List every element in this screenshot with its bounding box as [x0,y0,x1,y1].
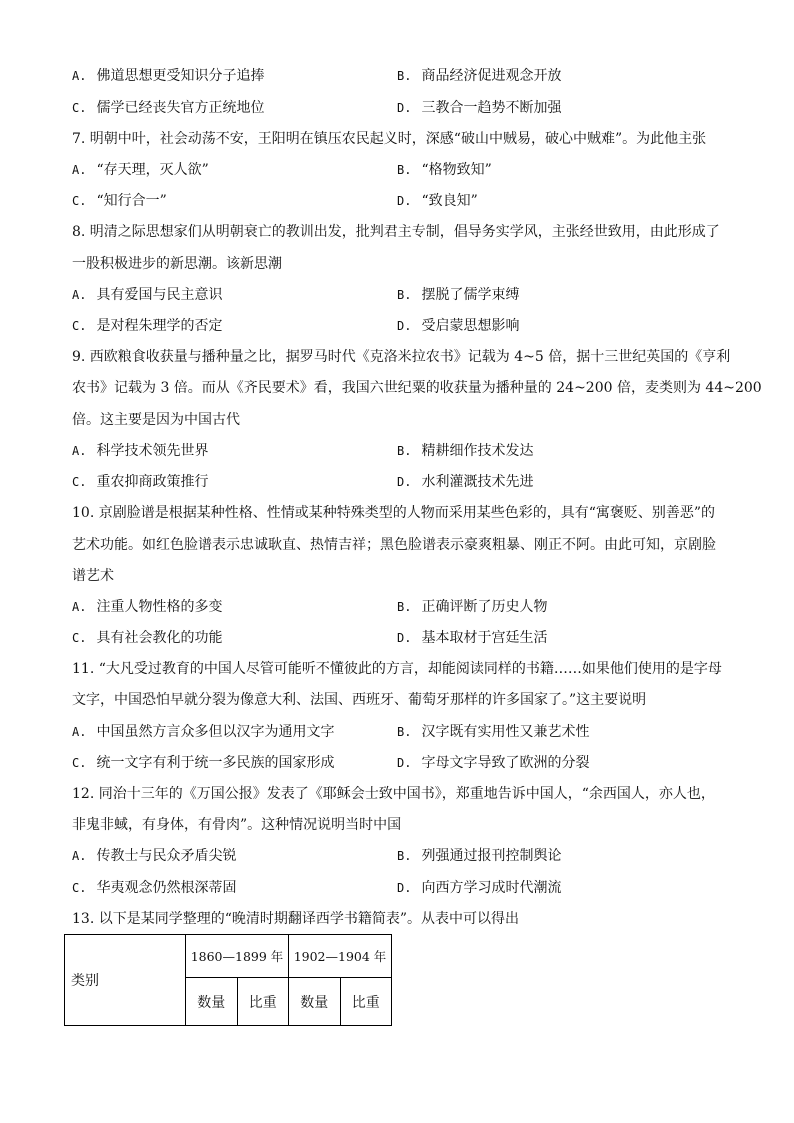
q7-option-a: A. “存天理，灭人欲” [72,162,209,178]
table-header-period-2: 1902—1904 年 [289,935,392,978]
q10-option-a: A. 注重人物性格的多变 [72,599,223,615]
q7-stem-line: 7. 明朝中叶，社会动荡不安，王阳明在镇压农民起义时，深感“破山中贼易，破心中贼难”。为此他主张 [72,131,707,147]
q13-stem-line: 13. 以下是某同学整理的“晚清时期翻译西学书籍简表”。从表中可以得出 [72,911,520,927]
table-header-period-1: 1860—1899 年 [186,935,289,978]
q7-option-b: B. “格物致知” [397,162,492,178]
q9-stem-line: 农书》记载为 3 倍。而从《齐民要术》看，我国六世纪粟的收获量为播种量的 24~200 倍，麦类则为 44~200 [72,380,762,396]
q10-option-d: D. 基本取材于宫廷生活 [397,630,548,646]
table-subheader-quantity: 数量 [289,978,341,1026]
q12-option-c: C. 华夷观念仍然根深蒂固 [72,880,237,896]
q9-option-d: D. 水利灌溉技术先进 [397,474,534,490]
q8-option-b: B. 摆脱了儒学束缚 [397,287,520,303]
q9-option-a: A. 科学技术领先世界 [72,443,209,459]
q8-stem-line: 一股积极进步的新思潮。该新思潮 [72,256,282,272]
q11-stem-line: 文字，中国恐怕早就分裂为像意大利、法国、西班牙、葡萄牙那样的许多国家了。”这主要说明 [72,692,647,708]
q8-option-a: A. 具有爱国与民主意识 [72,287,223,303]
q9-option-b: B. 精耕细作技术发达 [397,443,534,459]
q12-stem-line: 12. 同治十三年的《万国公报》发表了《耶稣会士致中国书》，郑重地告诉中国人，“余西国人，亦人也， [72,786,715,802]
q7-option-d: D. “致良知” [397,193,478,209]
q6-option-d: D. 三教合一趋势不断加强 [397,100,562,116]
q12-option-d: D. 向西方学习成时代潮流 [397,880,562,896]
table-subheader-proportion: 比重 [237,978,289,1026]
table-subheader-proportion: 比重 [340,978,392,1026]
q6-option-b: B. 商品经济促进观念开放 [397,68,562,84]
q12-option-b: B. 列强通过报刊控制舆论 [397,848,562,864]
table-header-category: 类别 [65,935,186,1026]
q9-stem-line: 倍。这主要是因为中国古代 [72,412,240,428]
q11-option-d: D. 字母文字导致了欧洲的分裂 [397,755,590,771]
q11-option-b: B. 汉字既有实用性又兼艺术性 [397,724,590,740]
q8-option-c: C. 是对程朱理学的否定 [72,318,223,334]
q8-option-d: D. 受启蒙思想影响 [397,318,520,334]
q11-stem-line: 11. “大凡受过教育的中国人尽管可能听不懂彼此的方言，却能阅读同样的书籍……如果他们使用的是字母 [72,661,722,677]
table-subheader-quantity: 数量 [186,978,238,1026]
q9-stem-line: 9. 西欧粮食收获量与播种量之比，据罗马时代《克洛米拉农书》记载为 4~5 倍，据十三世纪英国的《亨利 [72,349,731,365]
q12-stem-line: 非鬼非蜮，有身体，有骨肉”。这种情况说明当时中国 [72,817,402,833]
q6-option-a: A. 佛道思想更受知识分子追捧 [72,68,265,84]
q7-option-c: C. “知行合一” [72,193,167,209]
q10-option-b: B. 正确评断了历史人物 [397,599,548,615]
q11-option-a: A. 中国虽然方言众多但以汉字为通用文字 [72,724,335,740]
q11-option-c: C. 统一文字有利于统一多民族的国家形成 [72,755,335,771]
q10-option-c: C. 具有社会教化的功能 [72,630,223,646]
q10-stem-line: 10. 京剧脸谱是根据某种性格、性情或某种特殊类型的人物而采用某些色彩的，具有“寓褒贬、别善恶”的 [72,505,716,521]
q12-option-a: A. 传教士与民众矛盾尖锐 [72,848,237,864]
translation-books-table [64,934,392,1026]
q8-stem-line: 8. 明清之际思想家们从明朝衰亡的教训出发，批判君主专制，倡导务实学风，主张经世致用，由此形成了 [72,224,720,240]
q9-option-c: C. 重农抑商政策推行 [72,474,209,490]
q6-option-c: C. 儒学已经丧失官方正统地位 [72,100,265,116]
q10-stem-line: 艺术功能。如红色脸谱表示忠诚耿直、热情吉祥；黑色脸谱表示豪爽粗暴、刚正不阿。由此可知，京剧脸 [72,537,716,553]
q10-stem-line: 谱艺术 [72,568,114,584]
